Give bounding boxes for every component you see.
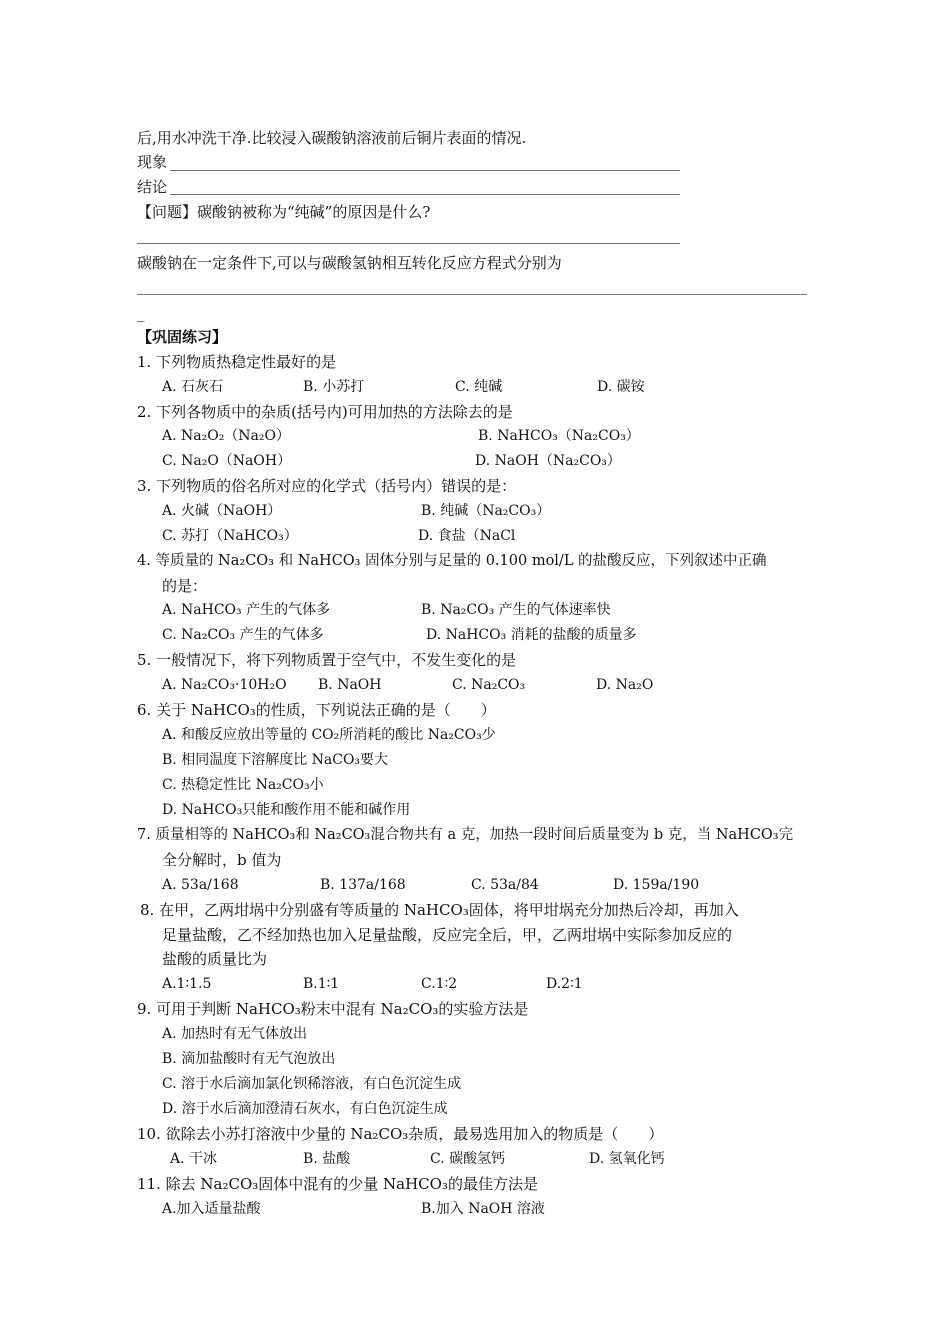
option[interactable]: D. Na₂O	[596, 677, 654, 693]
option[interactable]: D. 碳铵	[597, 379, 645, 395]
option[interactable]: C.1∶2	[421, 976, 458, 992]
option[interactable]: B. 相同温度下溶解度比 NaCO₃要大	[162, 752, 389, 768]
option[interactable]: A.1∶1.5	[162, 976, 212, 992]
question-stem: 3. 下列物质的俗名所对应的化学式（括号内）错误的是：	[137, 477, 517, 495]
conclusion-blank[interactable]	[170, 194, 680, 195]
option[interactable]: A. 加热时有无气体放出	[162, 1026, 308, 1042]
question-stem: 1. 下列物质热稳定性最好的是	[137, 353, 337, 371]
option[interactable]: D. 氢氧化钙	[589, 1151, 665, 1167]
trailing-mark: _	[137, 304, 145, 322]
option[interactable]: D. NaHCO₃只能和酸作用不能和碱作用	[162, 802, 411, 818]
question-prompt: 【问题】碳酸钠被称为“纯碱”的原因是什么?	[137, 203, 431, 221]
option[interactable]: D. 159a/190	[613, 877, 700, 893]
option[interactable]: D. NaOH（Na₂CO₃）	[475, 453, 621, 469]
option[interactable]: A. NaHCO₃ 产生的气体多	[162, 602, 331, 618]
option[interactable]: B. 137a/168	[320, 877, 406, 893]
question-stem: 9. 可用于判断 NaHCO₃粉末中混有 Na₂CO₃的实验方法是	[137, 1000, 529, 1018]
question-stem-continued: 盐酸的质量比为	[162, 950, 268, 968]
question-stem-continued: 的是：	[162, 577, 208, 595]
option[interactable]: A. Na₂O₂（Na₂O）	[162, 428, 290, 444]
option[interactable]: D. NaHCO₃ 消耗的盐酸的质量多	[426, 627, 637, 643]
option[interactable]: A. 石灰石	[162, 379, 224, 395]
option[interactable]: B. 小苏打	[303, 379, 365, 395]
option[interactable]: C. 溶于水后滴加氯化钡稀溶液，有白色沉淀生成	[162, 1076, 462, 1092]
option[interactable]: D. 溶于水后滴加澄清石灰水，有白色沉淀生成	[162, 1101, 448, 1117]
option[interactable]: C. 纯碱	[455, 379, 503, 395]
conversion-prompt: 碳酸钠在一定条件下,可以与碳酸氢钠相互转化反应方程式分别为	[137, 254, 562, 272]
option[interactable]: C. 碳酸氢钙	[430, 1151, 506, 1167]
option[interactable]: A. 干冰	[170, 1151, 218, 1167]
conversion-answer-blank[interactable]	[137, 294, 807, 295]
option[interactable]: B. 滴加盐酸时有无气泡放出	[162, 1051, 336, 1067]
option[interactable]: A. 和酸反应放出等量的 CO₂所消耗的酸比 Na₂CO₃少	[162, 727, 496, 743]
option[interactable]: B.加入 NaOH 溶液	[421, 1201, 545, 1217]
option[interactable]: D. 食盐（NaCl	[418, 528, 516, 544]
conclusion-label: 结论	[137, 178, 168, 196]
question-stem: 10. 欲除去小苏打溶液中少量的 Na₂CO₃杂质，最易选用加入的物质是（ ）	[137, 1125, 664, 1143]
question-stem: 5. 一般情况下，将下列物质置于空气中，不发生变化的是	[137, 651, 517, 669]
option[interactable]: B. Na₂CO₃ 产生的气体速率快	[421, 602, 611, 618]
question-stem-continued: 全分解时，b 值为	[162, 851, 282, 869]
option[interactable]: A. Na₂CO₃·10H₂O	[162, 677, 287, 693]
phenomenon-blank[interactable]	[170, 170, 680, 171]
option[interactable]: C. 热稳定性比 Na₂CO₃小	[162, 777, 324, 793]
question-stem: 4. 等质量的 Na₂CO₃ 和 NaHCO₃ 固体分别与足量的 0.100 mol/L 的盐酸反应，下列叙述中正确	[137, 553, 767, 569]
option[interactable]: C. 苏打（NaHCO₃）	[162, 528, 298, 544]
question-stem: 2. 下列各物质中的杂质(括号内)可用加热的方法除去的是	[137, 403, 513, 421]
question-stem: 7. 质量相等的 NaHCO₃和 Na₂CO₃混合物共有 a 克，加热一段时间后质量变为 b 克，当 NaHCO₃完	[137, 827, 794, 843]
option[interactable]: B. 盐酸	[303, 1151, 351, 1167]
option[interactable]: C. Na₂CO₃	[452, 677, 526, 693]
question-stem: 6. 关于 NaHCO₃的性质，下列说法正确的是（ ）	[137, 701, 496, 719]
option[interactable]: A. 火碱（NaOH）	[162, 503, 282, 519]
option[interactable]: A.加入适量盐酸	[162, 1201, 261, 1217]
option[interactable]: B. NaHCO₃（Na₂CO₃）	[478, 428, 640, 444]
option[interactable]: C. Na₂CO₃ 产生的气体多	[162, 627, 324, 643]
option[interactable]: C. 53a/84	[471, 877, 539, 893]
phenomenon-label: 现象	[137, 153, 168, 171]
question-stem: 8. 在甲，乙两坩埚中分别盛有等质量的 NaHCO₃固体，将甲坩埚充分加热后冷却，再加入	[140, 901, 739, 919]
option[interactable]: B.1∶1	[303, 976, 340, 992]
option[interactable]: C. Na₂O（NaOH）	[162, 453, 292, 469]
question-stem-continued: 足量盐酸，乙不经加热也加入足量盐酸，反应完全后，甲，乙两坩埚中实际参加反应的	[162, 926, 733, 944]
option[interactable]: B. NaOH	[318, 677, 382, 693]
question-answer-blank[interactable]	[137, 243, 680, 244]
option[interactable]: B. 纯碱（Na₂CO₃）	[421, 503, 551, 519]
question-stem: 11. 除去 Na₂CO₃固体中混有的少量 NaHCO₃的最佳方法是	[137, 1175, 538, 1193]
intro-line: 后,用水冲洗干净.比较浸入碳酸钠溶液前后铜片表面的情况.	[137, 129, 527, 147]
option[interactable]: A. 53a/168	[162, 877, 239, 893]
option[interactable]: D.2∶1	[546, 976, 583, 992]
section-title: 【巩固练习】	[137, 328, 228, 346]
